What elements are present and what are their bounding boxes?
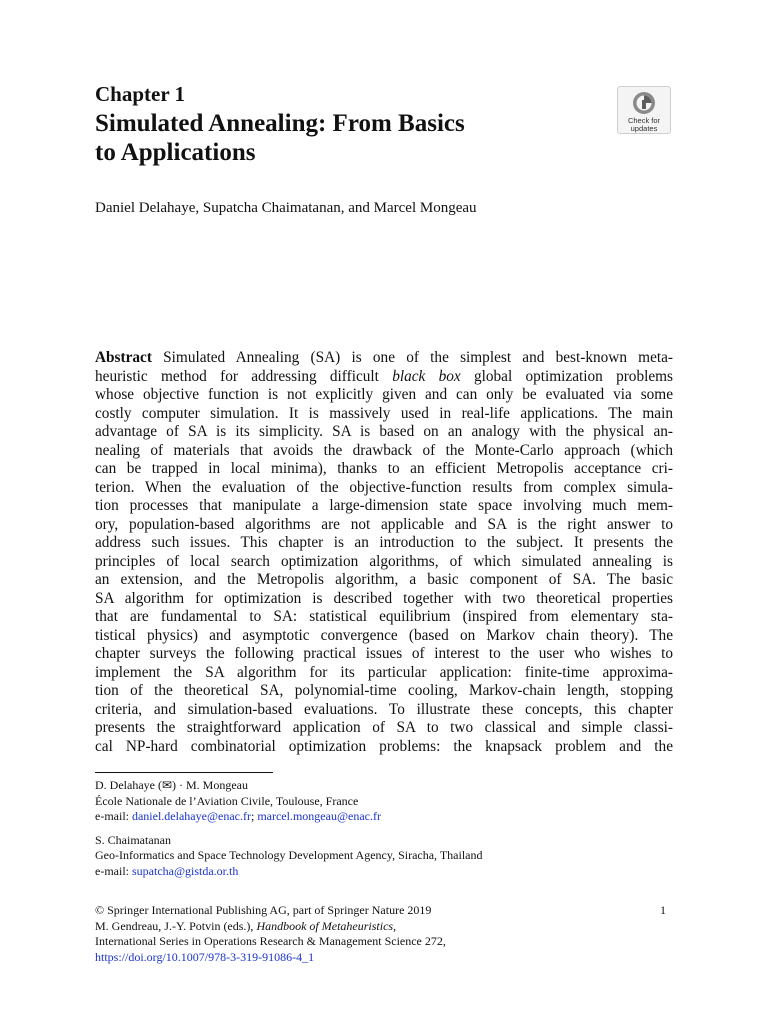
- check-for-updates-icon: [631, 90, 657, 116]
- abstract-line: ory, population-based algorithms are not applicable and SA is the right answer to: [95, 515, 673, 533]
- footnotes: [95, 778, 673, 879]
- affiliation-names: D. Delahaye (✉) · M. Mongeau: [95, 778, 249, 792]
- abstract-line: advantage of SA is its simplicity. SA is based on an analogy with the physical an-: [95, 423, 673, 440]
- citation-editors: M. Gendreau, J.-Y. Potvin (eds.),: [95, 918, 257, 933]
- abstract-line: cal NP-hard combinatorial optimization problems: the knapsack problem and the: [95, 737, 673, 755]
- email-label: e-mail:: [95, 863, 132, 878]
- doi-link[interactable]: https://doi.org/10.1007/978-3-319-91086-4_1: [95, 949, 315, 964]
- abstract-line: implement the SA algorithm for its particular application: finite-time approxima-: [95, 663, 673, 681]
- abstract-line: tistical physics) and asymptotic convergence (based on Markov chain theory). The: [95, 626, 673, 644]
- abstract-line: costly computer simulation. It is massively used in real-life applications. The main: [95, 404, 673, 422]
- citation-punct: ,: [393, 918, 397, 933]
- doi-line: [95, 950, 673, 966]
- abstract-line: tion processes that manipulate a large-dimension state space involving much mem-: [95, 497, 673, 514]
- copyright-line: © Springer International Publishing AG, part of Springer Nature 2019: [95, 903, 432, 917]
- email-link[interactable]: marcel.mongeau@enac.fr: [257, 809, 381, 823]
- abstract-line: terion. When the evaluation of the objective-function results from complex simula-: [95, 478, 673, 496]
- abstract-line: [95, 349, 673, 368]
- abstract-text: Simulated Annealing (SA) is one of the simplest and best-known meta-: [163, 349, 674, 366]
- abstract-line: that are fundamental to SA: statistical equilibrium (inspired from elementary sta-: [95, 608, 673, 625]
- abstract-line: presents the straightforward application of SA to two classical and simple classi-: [95, 719, 673, 736]
- affiliation-email: [95, 809, 673, 825]
- abstract-label: Abstract: [95, 349, 152, 366]
- abstract: [95, 349, 673, 756]
- abstract-line: chapter surveys the following practical issues of interest to the user who wishes to: [95, 645, 673, 662]
- abstract-line: criteria, and simulation-based evaluations. To illustrate these concepts, this chapter: [95, 700, 673, 718]
- abstract-line: tion of the theoretical SA, polynomial-time cooling, Markov-chain length, stopping: [95, 682, 673, 699]
- badge-text-line: updates: [630, 124, 658, 133]
- email-separator: ;: [250, 809, 258, 823]
- affiliation-names: S. Chaimatanan: [95, 832, 171, 847]
- abstract-line: SA algorithm for optimization is described together with two theoretical properties: [95, 589, 673, 607]
- chapter-title-line: Simulated Annealing: From Basics: [95, 110, 465, 137]
- badge-text: [618, 117, 670, 133]
- book-title: Handbook of Metaheuristics: [256, 918, 394, 933]
- abstract-line: address such issues. This chapter is an introduction to the subject. It presents the: [95, 534, 673, 551]
- email-link[interactable]: supatcha@gistda.or.th: [131, 863, 239, 878]
- chapter-label: Chapter 1: [95, 82, 186, 106]
- email-link[interactable]: daniel.delahaye@enac.fr: [131, 809, 251, 823]
- book-citation: [95, 919, 673, 935]
- abstract-line: nealing of materials that avoids the drawback of the Monte-Carlo approach (which: [95, 441, 673, 459]
- abstract-text: heuristic method for addressing difficult: [95, 367, 393, 385]
- badge-text-line: Check for: [627, 116, 661, 125]
- footnote-rule: [95, 772, 273, 773]
- series-line: International Series in Operations Research & Management Science 272,: [95, 934, 446, 948]
- copyright-block: [95, 903, 673, 965]
- check-for-updates-badge[interactable]: [617, 86, 671, 134]
- abstract-line: principles of local search optimization algorithms, of which simulated annealing is: [95, 552, 673, 570]
- abstract-emphasis: black box: [392, 367, 461, 385]
- page-number: 1: [660, 903, 666, 917]
- abstract-line: [95, 368, 673, 387]
- abstract-line: whose objective function is not explicitly given and can only be evaluated via some: [95, 386, 673, 403]
- chapter-title-line: to Applications: [95, 139, 256, 166]
- email-label: e-mail:: [95, 809, 132, 823]
- affiliation-email: [95, 864, 673, 880]
- affiliation-institution: Geo-Informatics and Space Technology Development Agency, Siracha, Thailand: [95, 848, 483, 862]
- chapter-title: [95, 109, 575, 167]
- authors: Daniel Delahaye, Supatcha Chaimatanan, and Marcel Mongeau: [95, 200, 477, 216]
- abstract-line: an extension, and the Metropolis algorithm, a basic component of SA. The basic: [95, 571, 673, 588]
- abstract-text: global optimization problems: [460, 367, 673, 385]
- abstract-line: can be trapped in local minima), thanks to an efficient Metropolis acceptance cri-: [95, 460, 673, 477]
- affiliation-institution: École Nationale de l’Aviation Civile, Toulouse, France: [95, 793, 359, 808]
